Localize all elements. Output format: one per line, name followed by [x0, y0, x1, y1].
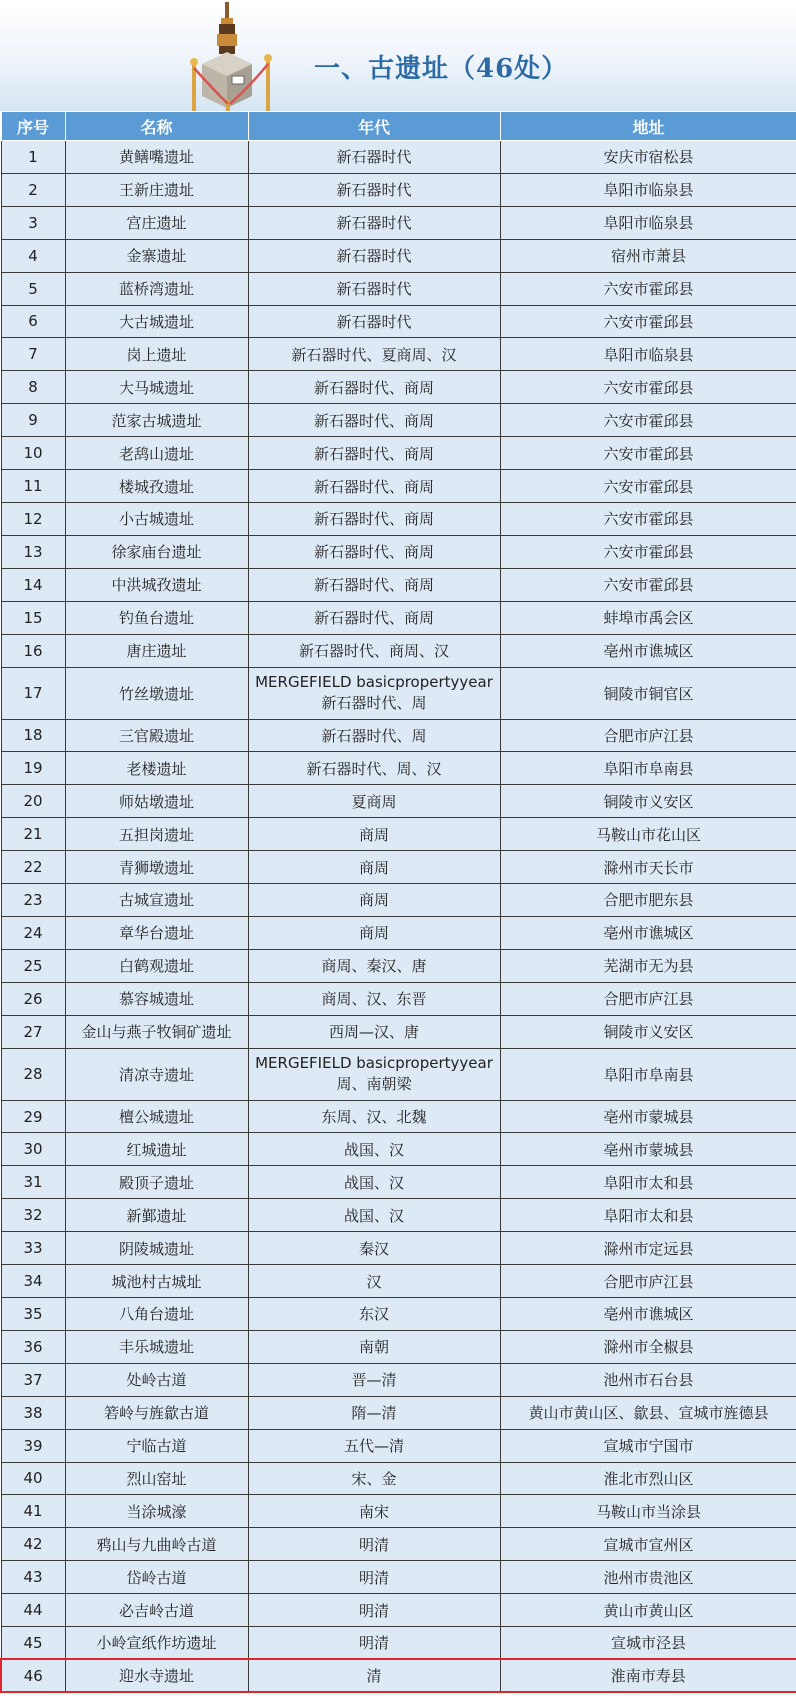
table-row: [1, 982, 796, 1015]
table-row: [1, 719, 796, 752]
table-row: [1, 1396, 796, 1429]
cell-era: 宋、金: [248, 1462, 500, 1495]
cell-address: 六安市霍邱县: [500, 568, 796, 601]
cell-number: 30: [1, 1133, 65, 1166]
cell-era: 商周: [248, 818, 500, 851]
cell-address: 安庆市宿松县: [500, 141, 796, 174]
cell-address: 合肥市肥东县: [500, 884, 796, 917]
cell-address: 亳州市谯城区: [500, 916, 796, 949]
cell-era: 新石器时代、商周: [248, 470, 500, 503]
cell-era: 清: [248, 1659, 500, 1692]
cell-address: 阜阳市临泉县: [500, 206, 796, 239]
table-row: [1, 437, 796, 470]
cell-name: 岗上遗址: [65, 338, 248, 371]
cell-name: 中洪城孜遗址: [65, 568, 248, 601]
table-row: [1, 752, 796, 785]
table-row: [1, 404, 796, 437]
table-row: [1, 535, 796, 568]
cell-number: 3: [1, 206, 65, 239]
cell-number: 43: [1, 1561, 65, 1594]
cell-era: 五代—清: [248, 1429, 500, 1462]
cell-era: 汉: [248, 1265, 500, 1298]
cell-era: 隋—清: [248, 1396, 500, 1429]
cell-address: 池州市贵池区: [500, 1561, 796, 1594]
cell-name: 五担岗遗址: [65, 818, 248, 851]
cell-era: 新石器时代、周: [248, 719, 500, 752]
cell-address: 六安市霍邱县: [500, 404, 796, 437]
cell-era: 新石器时代: [248, 272, 500, 305]
cell-number: 5: [1, 272, 65, 305]
cell-number: 7: [1, 338, 65, 371]
table-row: [1, 667, 796, 719]
cell-number: 22: [1, 851, 65, 884]
cell-name: 师姑墩遗址: [65, 785, 248, 818]
cell-name: 檀公城遗址: [65, 1100, 248, 1133]
cell-era: 新石器时代、商周: [248, 601, 500, 634]
cell-address: 亳州市蒙城县: [500, 1133, 796, 1166]
cell-name: 王新庄遗址: [65, 173, 248, 206]
cell-name: 金山与燕子牧铜矿遗址: [65, 1015, 248, 1048]
cell-number: 8: [1, 371, 65, 404]
cell-address: 宣城市宁国市: [500, 1429, 796, 1462]
cell-era: 战国、汉: [248, 1166, 500, 1199]
cell-number: 44: [1, 1594, 65, 1627]
cell-name: 箬岭与旌歙古道: [65, 1396, 248, 1429]
cell-number: 31: [1, 1166, 65, 1199]
cell-number: 38: [1, 1396, 65, 1429]
cell-number: 21: [1, 818, 65, 851]
column-header-era: 年代: [248, 112, 500, 141]
table-row: [1, 173, 796, 206]
cell-address: 淮北市烈山区: [500, 1462, 796, 1495]
cell-address: 六安市霍邱县: [500, 535, 796, 568]
cell-era: 新石器时代、商周: [248, 404, 500, 437]
table-row: [1, 1561, 796, 1594]
cell-address: 亳州市蒙城县: [500, 1100, 796, 1133]
heritage-sites-table: [0, 111, 796, 1693]
cell-name: 大马城遗址: [65, 371, 248, 404]
cell-name: 老鸹山遗址: [65, 437, 248, 470]
cell-name: 小岭宣纸作坊遗址: [65, 1627, 248, 1660]
table-row: [1, 568, 796, 601]
cell-name: 范家古城遗址: [65, 404, 248, 437]
cell-number: 37: [1, 1363, 65, 1396]
cell-address: 阜阳市太和县: [500, 1166, 796, 1199]
cell-number: 25: [1, 949, 65, 982]
cell-address: 亳州市谯城区: [500, 634, 796, 667]
cell-era: 新石器时代: [248, 239, 500, 272]
cell-name: 新鄞遗址: [65, 1199, 248, 1232]
table-row: [1, 1166, 796, 1199]
cell-era: 新石器时代: [248, 206, 500, 239]
cell-name: 章华台遗址: [65, 916, 248, 949]
cell-name: 迎水寺遗址: [65, 1659, 248, 1692]
table-row: [1, 305, 796, 338]
cell-number: 2: [1, 173, 65, 206]
cell-address: 淮南市寿县: [500, 1659, 796, 1692]
cell-name: 黄鳝嘴遗址: [65, 141, 248, 174]
cell-name: 小古城遗址: [65, 502, 248, 535]
cell-name: 竹丝墩遗址: [65, 667, 248, 719]
cell-address: 宣城市泾县: [500, 1627, 796, 1660]
table-row: [1, 239, 796, 272]
cell-era: 商周、秦汉、唐: [248, 949, 500, 982]
table-body: [1, 141, 796, 1693]
column-header-name: 名称: [65, 112, 248, 141]
cell-name: 三官殿遗址: [65, 719, 248, 752]
table-row: [1, 1627, 796, 1660]
cell-number: 17: [1, 667, 65, 719]
cell-number: 19: [1, 752, 65, 785]
cell-name: 老楼遗址: [65, 752, 248, 785]
cell-address: 阜阳市太和县: [500, 1199, 796, 1232]
table-row: [1, 851, 796, 884]
cell-name: 处岭古道: [65, 1363, 248, 1396]
cell-era: 新石器时代: [248, 305, 500, 338]
cell-name: 岱岭古道: [65, 1561, 248, 1594]
table-row: [1, 1495, 796, 1528]
cell-number: 34: [1, 1265, 65, 1298]
cell-number: 24: [1, 916, 65, 949]
cell-name: 钓鱼台遗址: [65, 601, 248, 634]
cell-era: 商周: [248, 884, 500, 917]
cell-era: 战国、汉: [248, 1199, 500, 1232]
cell-era: 明清: [248, 1528, 500, 1561]
cell-era: 东汉: [248, 1298, 500, 1331]
cell-number: 4: [1, 239, 65, 272]
cell-number: 6: [1, 305, 65, 338]
cell-address: 六安市霍邱县: [500, 437, 796, 470]
cell-address: 阜阳市阜南县: [500, 1048, 796, 1100]
cell-name: 白鹤观遗址: [65, 949, 248, 982]
cell-era: 晋—清: [248, 1363, 500, 1396]
table-row: [1, 1659, 796, 1692]
cell-number: 16: [1, 634, 65, 667]
table-row: [1, 502, 796, 535]
cell-era: 新石器时代、商周: [248, 502, 500, 535]
table-row: [1, 785, 796, 818]
cell-era: 西周—汉、唐: [248, 1015, 500, 1048]
cell-name: 必吉岭古道: [65, 1594, 248, 1627]
cell-era: 明清: [248, 1594, 500, 1627]
table-row: [1, 1594, 796, 1627]
cell-era: 南朝: [248, 1330, 500, 1363]
table-row: [1, 1100, 796, 1133]
table-row: [1, 1048, 796, 1100]
cell-number: 10: [1, 437, 65, 470]
cell-name: 清凉寺遗址: [65, 1048, 248, 1100]
cell-name: 当涂城濠: [65, 1495, 248, 1528]
cell-era: MERGEFIELD basicpropertyyear 周、南朝梁: [248, 1048, 500, 1100]
table-row: [1, 1232, 796, 1265]
cell-number: 46: [1, 1659, 65, 1692]
cell-era: 新石器时代、商周: [248, 371, 500, 404]
cell-number: 39: [1, 1429, 65, 1462]
cell-number: 18: [1, 719, 65, 752]
cell-address: 合肥市庐江县: [500, 719, 796, 752]
cell-address: 铜陵市义安区: [500, 1015, 796, 1048]
cell-address: 宿州市萧县: [500, 239, 796, 272]
cell-number: 29: [1, 1100, 65, 1133]
cell-address: 阜阳市临泉县: [500, 173, 796, 206]
cell-era: 新石器时代、商周: [248, 568, 500, 601]
cell-era: 新石器时代、夏商周、汉: [248, 338, 500, 371]
cell-number: 41: [1, 1495, 65, 1528]
table-row: [1, 1265, 796, 1298]
cell-era: 商周: [248, 916, 500, 949]
cell-name: 金寨遗址: [65, 239, 248, 272]
cell-era: 商周: [248, 851, 500, 884]
cell-number: 11: [1, 470, 65, 503]
cell-number: 35: [1, 1298, 65, 1331]
cell-era: 秦汉: [248, 1232, 500, 1265]
cell-address: 六安市霍邱县: [500, 305, 796, 338]
cell-address: 滁州市定远县: [500, 1232, 796, 1265]
cell-address: 滁州市天长市: [500, 851, 796, 884]
cell-era: 南宋: [248, 1495, 500, 1528]
cell-address: 宣城市宣州区: [500, 1528, 796, 1561]
cell-era: 明清: [248, 1561, 500, 1594]
table-row: [1, 884, 796, 917]
cell-address: 合肥市庐江县: [500, 1265, 796, 1298]
cell-number: 32: [1, 1199, 65, 1232]
cell-address: 马鞍山市花山区: [500, 818, 796, 851]
cell-address: 亳州市谯城区: [500, 1298, 796, 1331]
cell-address: 黄山市黄山区: [500, 1594, 796, 1627]
table-row: [1, 601, 796, 634]
cell-number: 45: [1, 1627, 65, 1660]
cell-number: 9: [1, 404, 65, 437]
cell-name: 城池村古城址: [65, 1265, 248, 1298]
table-row: [1, 1015, 796, 1048]
cell-era: 新石器时代、周、汉: [248, 752, 500, 785]
cell-address: 六安市霍邱县: [500, 272, 796, 305]
cell-address: 滁州市全椒县: [500, 1330, 796, 1363]
table-row: [1, 1330, 796, 1363]
table-row: [1, 371, 796, 404]
cell-name: 楼城孜遗址: [65, 470, 248, 503]
table-row: [1, 1133, 796, 1166]
cell-address: 六安市霍邱县: [500, 371, 796, 404]
table-row: [1, 1429, 796, 1462]
cell-name: 宁临古道: [65, 1429, 248, 1462]
table-row: [1, 470, 796, 503]
cell-name: 大古城遗址: [65, 305, 248, 338]
table-row: [1, 141, 796, 174]
cell-number: 20: [1, 785, 65, 818]
cell-number: 23: [1, 884, 65, 917]
cell-era: 商周、汉、东晋: [248, 982, 500, 1015]
header-row: [1, 112, 796, 141]
cell-number: 15: [1, 601, 65, 634]
cell-name: 宫庄遗址: [65, 206, 248, 239]
column-header-address: 地址: [500, 112, 796, 141]
cell-number: 28: [1, 1048, 65, 1100]
cell-era: 东周、汉、北魏: [248, 1100, 500, 1133]
cell-number: 42: [1, 1528, 65, 1561]
cell-name: 慕容城遗址: [65, 982, 248, 1015]
cell-era: 新石器时代、商周、汉: [248, 634, 500, 667]
cell-address: 阜阳市临泉县: [500, 338, 796, 371]
cell-name: 殿顶子遗址: [65, 1166, 248, 1199]
cell-era: 战国、汉: [248, 1133, 500, 1166]
table-row: [1, 818, 796, 851]
cell-name: 丰乐城遗址: [65, 1330, 248, 1363]
table-row: [1, 1199, 796, 1232]
table-row: [1, 949, 796, 982]
table-row: [1, 1528, 796, 1561]
cell-address: 铜陵市义安区: [500, 785, 796, 818]
cell-address: 阜阳市阜南县: [500, 752, 796, 785]
table-row: [1, 1462, 796, 1495]
cell-number: 40: [1, 1462, 65, 1495]
page-header: [0, 0, 796, 111]
cell-address: 池州市石台县: [500, 1363, 796, 1396]
table-row: [1, 206, 796, 239]
cell-name: 唐庄遗址: [65, 634, 248, 667]
cell-name: 八角台遗址: [65, 1298, 248, 1331]
table-row: [1, 272, 796, 305]
cell-name: 鸦山与九曲岭古道: [65, 1528, 248, 1561]
cell-era: 新石器时代: [248, 141, 500, 174]
cell-era: 夏商周: [248, 785, 500, 818]
cell-name: 烈山窑址: [65, 1462, 248, 1495]
table-row: [1, 1298, 796, 1331]
cell-address: 六安市霍邱县: [500, 470, 796, 503]
cell-era: 新石器时代、商周: [248, 535, 500, 568]
cell-number: 36: [1, 1330, 65, 1363]
cell-era: 明清: [248, 1627, 500, 1660]
cell-name: 蓝桥湾遗址: [65, 272, 248, 305]
cell-address: 黄山市黄山区、歙县、宣城市旌德县: [500, 1396, 796, 1429]
cell-name: 阴陵城遗址: [65, 1232, 248, 1265]
table-row: [1, 1363, 796, 1396]
cell-address: 合肥市庐江县: [500, 982, 796, 1015]
cell-name: 红城遗址: [65, 1133, 248, 1166]
cell-address: 马鞍山市当涂县: [500, 1495, 796, 1528]
cell-address: 芜湖市无为县: [500, 949, 796, 982]
cell-address: 蚌埠市禹会区: [500, 601, 796, 634]
cell-number: 1: [1, 141, 65, 174]
cell-era: MERGEFIELD basicpropertyyear 新石器时代、周: [248, 667, 500, 719]
table-row: [1, 916, 796, 949]
cell-name: 青狮墩遗址: [65, 851, 248, 884]
cell-address: 六安市霍邱县: [500, 502, 796, 535]
table-row: [1, 634, 796, 667]
cell-number: 14: [1, 568, 65, 601]
cell-name: 徐家庙台遗址: [65, 535, 248, 568]
cell-number: 27: [1, 1015, 65, 1048]
table-header: [1, 112, 796, 141]
cell-era: 新石器时代、商周: [248, 437, 500, 470]
cell-number: 26: [1, 982, 65, 1015]
table-row: [1, 338, 796, 371]
cell-number: 12: [1, 502, 65, 535]
cell-era: 新石器时代: [248, 173, 500, 206]
cell-number: 33: [1, 1232, 65, 1265]
cell-number: 13: [1, 535, 65, 568]
column-header-number: 序号: [1, 112, 65, 141]
page-title: 一、古遗址（46处）: [314, 54, 569, 84]
cell-address: 铜陵市铜官区: [500, 667, 796, 719]
cell-name: 古城宣遗址: [65, 884, 248, 917]
